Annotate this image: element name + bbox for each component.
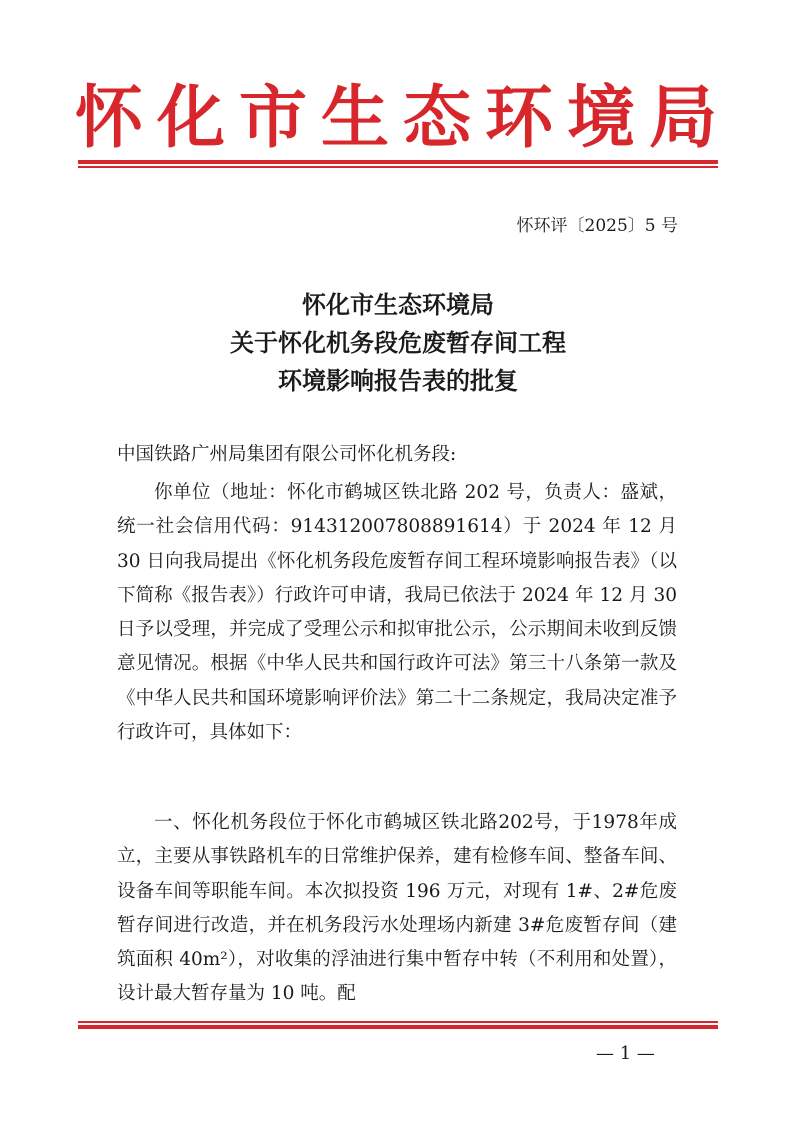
document-title xyxy=(78,286,718,400)
title-line: 环境影响报告表的批复 xyxy=(278,366,518,395)
body-paragraph: 一、怀化机务段位于怀化市鹤城区铁北路202号，于1978年成立，主要从事铁路机车的日常维护保养，建有检修车间、整备车间、设备车间等职能车间。本次拟投资 196 万元，对现有 1#、2#危废暂存间进行改造，并在机务段污水处理场内新建 3#危废暂存间（建筑面积 40m²），对收集的浮油进行集中暂存中转（不利用和处置），设计最大暂存量为 10 吨。配 xyxy=(117,812,677,1005)
agency-masthead: 怀化市生态环境局 xyxy=(75,78,732,158)
page-number: — 1 — xyxy=(596,1043,655,1064)
header-rule-thick xyxy=(78,160,718,164)
title-line: 怀化市生态环境局 xyxy=(302,290,494,319)
addressee: 中国铁路广州局集团有限公司怀化机务段: xyxy=(117,444,457,465)
document-number: 怀环评〔2025〕5 号 xyxy=(516,216,678,236)
footer-rule-thick xyxy=(78,1025,718,1029)
body-paragraph: 你单位（地址：怀化市鹤城区铁北路 202 号，负责人：盛斌，统一社会信用代码：91431200780889161​4）于 2024 年 12 月 30 日向我局提出《怀化机务段危废暂存间工程环境影响报告表》（以下简称《报告表》）行政许可申请，我局已依法于 2024 年 12 月 30 日予以受理，并完成了受理公示和拟审批公示，公示期间未收到反馈意见情况。根据《中华人民共和国行政许可法》第三十八条第一款及《中华人民共和国环境影响评价法》第二十二条规定，我局决定准予行政许可，具体如下： xyxy=(117,482,677,744)
title-line: 关于怀化机务段危废暂存间工程 xyxy=(230,328,566,357)
header-rule-thin xyxy=(78,166,718,168)
footer-rule-thin xyxy=(78,1021,718,1023)
